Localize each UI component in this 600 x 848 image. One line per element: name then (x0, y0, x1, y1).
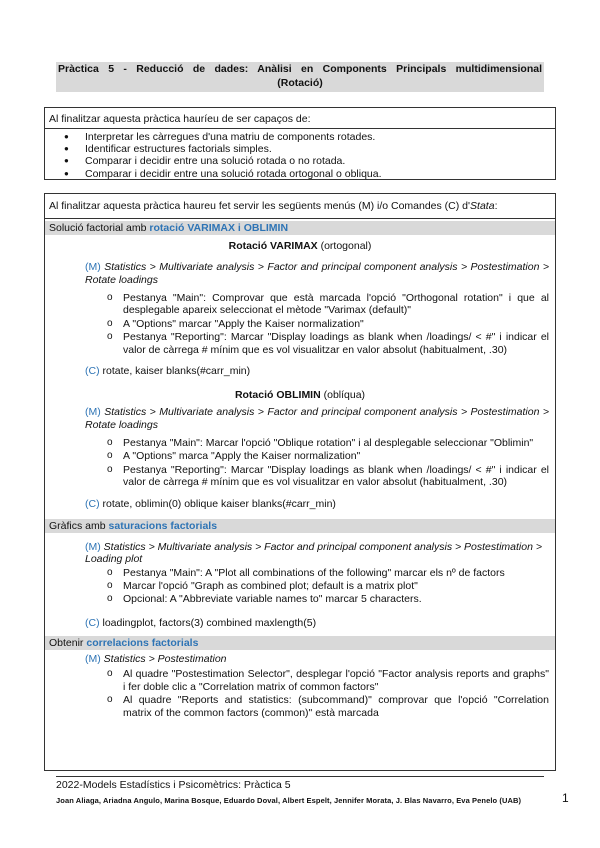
page-number: 1 (562, 791, 569, 805)
option-item: o Pestanya "Main": Marcar l'opció "Oblique rotation" i al desplegable seleccionar "Oblimin" (45, 437, 549, 449)
menus-box (44, 193, 556, 771)
option-item: o Marcar l'opció "Graph as combined plot; default is a matrix plot" (45, 580, 549, 592)
menus-divider (45, 218, 555, 219)
option-item: o A "Options" marca "Apply the Kaiser normalization" (45, 450, 549, 462)
document-title (56, 62, 544, 92)
objectives-divider (45, 128, 555, 129)
correlations-options (45, 668, 549, 719)
oblimin-command: (C) rotate, oblimin(0) oblique kaiser blanks(#carr_min) (85, 497, 336, 510)
graphs-command: (C) loadingplot, factors(3) combined maxlength(5) (85, 616, 317, 629)
objective-item: ● Identificar estructures factorials simples. (45, 143, 555, 155)
objectives-box (44, 107, 556, 180)
section-factorial-header: Solució factorial amb rotació VARIMAX i OBLIMIN (45, 221, 555, 235)
oblimin-options (45, 437, 549, 489)
objective-item: ● Interpretar les càrregues d'una matriu de components rotades. (45, 131, 555, 143)
objectives-list (45, 131, 555, 180)
option-item: o Pestanya "Main": Comprovar que està marcada l'opció "Orthogonal rotation" i que al desplegable apareix seleccionat el mètode "Varimax (default)" (45, 292, 549, 317)
footer-authors: Joan Aliaga, Ariadna Angulo, Marina Bosque, Eduardo Doval, Albert Espelt, Jennifer Morata, J. Blas Navarro, Eva Penelo (UAB) (56, 796, 522, 805)
objectives-intro: Al finalitzar aquesta pràctica hauríeu de ser capaços de: (49, 113, 311, 125)
option-item: o Al quadre "Postestimation Selector", desplegar l'opció "Factor analysis reports and graphs" i fer doble clic a "Correlation matrix of common factors" (45, 668, 549, 693)
section-graphs-header: Gràfics amb saturacions factorials (45, 519, 555, 533)
varimax-title: Rotació VARIMAX (ortogonal) (228, 240, 372, 252)
option-item: o Al quadre "Reports and statistics: (subcommand)" comprovar que l'opció "Correlation matrix of the common factors (common)" està marcada (45, 694, 549, 719)
objective-item: ● Comparar i decidir entre una solució rotada o no rotada. (45, 155, 555, 167)
objective-item: ● Comparar i decidir entre una solució rotada ortogonal o obliqua. (45, 168, 555, 180)
title-line-1: Pràctica 5 - Reducció de dades: Anàlisi en Components Principals multidimensional (58, 63, 542, 75)
footer-rule (56, 776, 544, 777)
title-line-2: (Rotació) (277, 77, 323, 89)
menus-intro: Al finalitzar aquesta pràctica haureu fet servir les següents menús (M) i/o Comandes (C) d'Stata: (49, 200, 498, 212)
varimax-menu-path: (M) Statistics > Multivariate analysis > Factor and principal component analysis > Postestimation > Rotate loadings (85, 261, 550, 286)
graphs-options (45, 567, 549, 606)
oblimin-title: Rotació OBLIMIN (oblíqua) (234, 389, 366, 402)
section-correlations-header: Obtenir correlacions factorials (45, 636, 555, 650)
option-item: o Pestanya "Main": A "Plot all combinations of the following" marcar els nº de factors (45, 567, 549, 579)
option-item: o Pestanya "Reporting": Marcar "Display loadings as blank when /loadings/ < #" i indicar el valor de càrrega # mínim que es vol visualitzar en valor absolut (habitualment, .30) (45, 464, 549, 489)
oblimin-menu-path: (M) Statistics > Multivariate analysis > Factor and principal component analysis > Postestimation > Rotate loadings (85, 406, 550, 431)
varimax-options (45, 292, 549, 356)
footer-course: 2022-Models Estadístics i Psicomètrics: Pràctica 5 (56, 779, 291, 791)
option-item: o Pestanya "Reporting": Marcar "Display loadings as blank when /loadings/ < #" i indicar el valor de càrrega # mínim que es vol visualitzar en valor absolut (habitualment, .30) (45, 331, 549, 356)
option-item: o Opcional: A "Abbreviate variable names to" marcar 5 characters. (45, 593, 549, 605)
option-item: o A "Options" marcar "Apply the Kaiser normalization" (45, 318, 549, 330)
graphs-menu-path: (M) Statistics > Multivariate analysis > Factor and principal component analysis > Postestimation > Loading plot (85, 540, 542, 566)
varimax-command: (C) rotate, kaiser blanks(#carr_min) (85, 365, 251, 378)
correlations-menu-path: (M) Statistics > Postestimation (85, 652, 227, 665)
